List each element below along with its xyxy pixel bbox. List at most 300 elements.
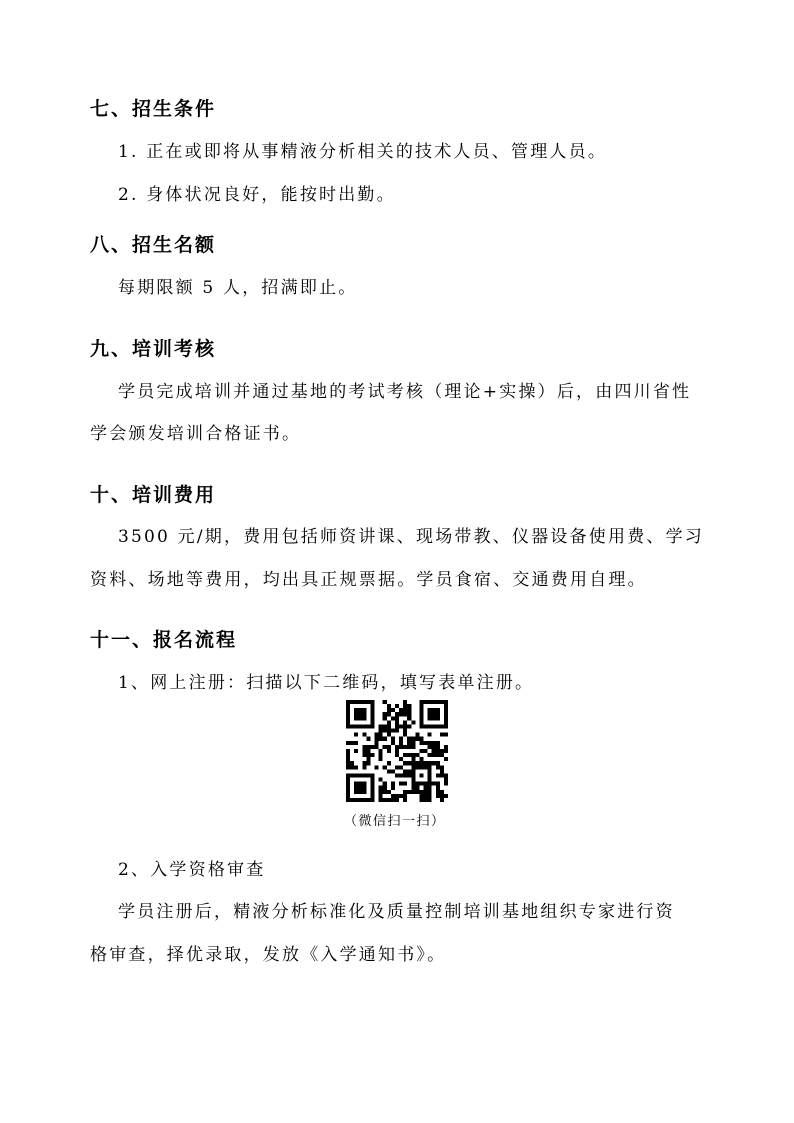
qr-module (354, 700, 358, 704)
qr-module (428, 773, 432, 777)
qr-module (346, 720, 350, 724)
requirement-item-1: 1. 正在或即将从事精液分析相关的技术人员、管理人员。 (118, 142, 608, 162)
qr-module (415, 765, 419, 769)
heading-admission-requirements: 七、招生条件 (90, 98, 217, 120)
qr-module (346, 786, 350, 790)
qr-module (346, 704, 350, 708)
qr-module (411, 765, 415, 769)
qr-module (383, 716, 387, 720)
qr-module (379, 753, 383, 757)
qr-module (428, 700, 432, 704)
qr-module (424, 724, 428, 728)
qr-module (428, 786, 432, 790)
qr-module (350, 798, 354, 802)
qr-module (375, 741, 379, 745)
qr-module (387, 769, 391, 773)
qr-module (370, 745, 374, 749)
qr-module (395, 729, 399, 733)
qr-module (370, 704, 374, 708)
qr-module (387, 729, 391, 733)
qr-module (424, 700, 428, 704)
qr-module (395, 745, 399, 749)
qr-module (346, 716, 350, 720)
qr-module (383, 700, 387, 704)
qr-module (444, 716, 448, 720)
fees-text-line-2: 资料、场地等费用，均出具正规票据。学员食宿、交通费用自理。 (90, 570, 647, 590)
qr-module (407, 790, 411, 794)
qr-module (403, 790, 407, 794)
qr-module (350, 765, 354, 769)
qr-module (428, 708, 432, 712)
qr-module (428, 782, 432, 786)
qr-module (366, 761, 370, 765)
qr-module (411, 720, 415, 724)
qr-module (370, 753, 374, 757)
qr-module (362, 765, 366, 769)
qr-module (432, 782, 436, 786)
qr-module (419, 720, 423, 724)
qr-module (403, 704, 407, 708)
qr-module (370, 778, 374, 782)
qr-module (428, 712, 432, 716)
qr-module (346, 724, 350, 728)
qr-module (428, 733, 432, 737)
qr-module (444, 794, 448, 798)
qr-module (411, 741, 415, 745)
qr-module (346, 757, 350, 761)
qr-module (370, 708, 374, 712)
qr-module (403, 761, 407, 765)
qr-module (346, 798, 350, 802)
qr-module (399, 794, 403, 798)
heading-training-assessment: 九、培训考核 (90, 338, 217, 360)
qr-module (395, 712, 399, 716)
qr-module (411, 761, 415, 765)
qr-module (354, 782, 358, 786)
qr-module (419, 757, 423, 761)
qr-module (436, 712, 440, 716)
qr-module (440, 749, 444, 753)
qr-module (366, 798, 370, 802)
qr-module (411, 773, 415, 777)
qr-module (407, 753, 411, 757)
qr-module (383, 745, 387, 749)
qr-module (399, 757, 403, 761)
qr-module (403, 745, 407, 749)
qr-module (436, 782, 440, 786)
qr-module (403, 712, 407, 716)
qr-module (440, 769, 444, 773)
qr-module (436, 790, 440, 794)
requirement-item-2: 2. 身体状况良好，能按时出勤。 (118, 185, 396, 205)
qr-module (403, 753, 407, 757)
qr-module (444, 745, 448, 749)
qr-module (346, 708, 350, 712)
qr-module (428, 716, 432, 720)
qr-module (366, 724, 370, 728)
heading-training-fees: 十、培训费用 (90, 484, 217, 506)
qr-module (391, 716, 395, 720)
qr-module (346, 773, 350, 777)
qr-module (432, 753, 436, 757)
qr-module (411, 757, 415, 761)
qr-module (379, 737, 383, 741)
qr-module (354, 786, 358, 790)
qr-module (436, 794, 440, 798)
qr-module (419, 716, 423, 720)
qr-module (399, 741, 403, 745)
qr-module (362, 708, 366, 712)
qr-module (370, 786, 374, 790)
qr-module (354, 773, 358, 777)
qr-module (407, 761, 411, 765)
qr-module (358, 716, 362, 720)
qr-module (424, 794, 428, 798)
qr-module (354, 749, 358, 753)
qr-module (411, 778, 415, 782)
qr-module (391, 708, 395, 712)
qr-module (395, 765, 399, 769)
fees-text-line-1: 3500 元/期，费用包括师资讲课、现场带教、仪器设备使用费、学习 (118, 527, 704, 547)
qr-module (379, 733, 383, 737)
qr-module (440, 724, 444, 728)
qr-module (358, 708, 362, 712)
qr-caption: （微信扫一扫） (344, 814, 446, 829)
qr-module (432, 712, 436, 716)
qr-module (358, 712, 362, 716)
qr-module (383, 724, 387, 728)
qr-module (428, 778, 432, 782)
qr-module (419, 737, 423, 741)
qr-module (375, 733, 379, 737)
qr-module (415, 761, 419, 765)
qr-module (424, 790, 428, 794)
qr-module (419, 700, 423, 704)
qr-module (366, 753, 370, 757)
qr-module (370, 712, 374, 716)
qr-module (428, 765, 432, 769)
qr-module (444, 712, 448, 716)
qr-module (424, 798, 428, 802)
heading-enrollment-quota: 八、招生名额 (90, 234, 217, 256)
qr-module (411, 790, 415, 794)
qr-module (379, 757, 383, 761)
qr-module (387, 733, 391, 737)
qr-module (428, 745, 432, 749)
qr-module (424, 786, 428, 790)
qr-module (411, 782, 415, 786)
qr-module (391, 741, 395, 745)
qr-module (419, 712, 423, 716)
qr-module (407, 741, 411, 745)
qr-module (428, 790, 432, 794)
qr-module (391, 782, 395, 786)
qr-module (444, 778, 448, 782)
qr-module (358, 724, 362, 728)
qr-module (366, 773, 370, 777)
qr-module (375, 745, 379, 749)
qr-module (419, 782, 423, 786)
qr-module (432, 700, 436, 704)
qr-module (358, 782, 362, 786)
qr-module (424, 761, 428, 765)
qr-module (370, 782, 374, 786)
qr-module (358, 700, 362, 704)
qr-module (366, 700, 370, 704)
qr-module (403, 724, 407, 728)
qr-module (407, 704, 411, 708)
qr-module (424, 782, 428, 786)
qr-module (387, 745, 391, 749)
qr-module (362, 773, 366, 777)
qr-module (362, 733, 366, 737)
qr-module (379, 798, 383, 802)
qr-module (391, 769, 395, 773)
qr-module (436, 700, 440, 704)
qr-module (444, 757, 448, 761)
qr-module (362, 716, 366, 720)
qr-module (440, 790, 444, 794)
qr-module (354, 712, 358, 716)
qr-module (391, 794, 395, 798)
qr-module (399, 712, 403, 716)
qr-module (428, 794, 432, 798)
qr-module (432, 708, 436, 712)
qr-module (399, 765, 403, 769)
quota-text: 每期限额 5 人，招满即止。 (118, 278, 358, 298)
qr-module (399, 745, 403, 749)
qr-module (379, 729, 383, 733)
qr-module (428, 798, 432, 802)
qr-module (399, 737, 403, 741)
qr-module (354, 724, 358, 728)
qr-module (354, 765, 358, 769)
qr-module (411, 753, 415, 757)
qr-module (350, 741, 354, 745)
qr-module (370, 700, 374, 704)
qr-module (424, 741, 428, 745)
qr-module (346, 761, 350, 765)
qr-module (407, 769, 411, 773)
qr-module (379, 794, 383, 798)
qr-module (403, 733, 407, 737)
qr-module (403, 794, 407, 798)
qr-module (346, 700, 350, 704)
qr-module (346, 794, 350, 798)
qr-module (387, 708, 391, 712)
qr-module (395, 749, 399, 753)
qr-module (415, 786, 419, 790)
qr-module (362, 786, 366, 790)
qr-module (436, 724, 440, 728)
qr-module (444, 708, 448, 712)
qr-module (387, 749, 391, 753)
qr-module (395, 704, 399, 708)
qr-module (350, 700, 354, 704)
qr-module (395, 798, 399, 802)
qr-module (399, 708, 403, 712)
qr-module (419, 765, 423, 769)
qr-module (395, 794, 399, 798)
qr-module (407, 712, 411, 716)
qr-module (419, 798, 423, 802)
qr-module (350, 773, 354, 777)
qr-module (383, 712, 387, 716)
assessment-text-line-1: 学员完成培训并通过基地的考试考核（理论+实操）后，由四川省性 (118, 382, 692, 402)
qr-module (432, 716, 436, 720)
qr-module (375, 737, 379, 741)
qr-module (375, 765, 379, 769)
qr-module (370, 794, 374, 798)
heading-registration-process: 十一、报名流程 (90, 629, 238, 651)
qr-module (362, 712, 366, 716)
qr-module (391, 798, 395, 802)
qr-module (354, 733, 358, 737)
qr-module (440, 700, 444, 704)
qr-module (383, 737, 387, 741)
qr-module (362, 782, 366, 786)
qr-module (362, 790, 366, 794)
qr-module (436, 708, 440, 712)
qr-module (354, 798, 358, 802)
qr-module (354, 790, 358, 794)
qr-module (354, 708, 358, 712)
qr-module (415, 737, 419, 741)
qr-module (419, 704, 423, 708)
qr-module (370, 773, 374, 777)
qr-module (383, 790, 387, 794)
qr-module (387, 761, 391, 765)
qr-module (387, 704, 391, 708)
qr-module (395, 724, 399, 728)
qr-module (436, 749, 440, 753)
qr-module (415, 753, 419, 757)
qr-module (428, 753, 432, 757)
qr-module (436, 741, 440, 745)
qr-module (407, 737, 411, 741)
qr-module (419, 749, 423, 753)
qr-module (362, 724, 366, 728)
qr-module (419, 790, 423, 794)
qr-module (403, 729, 407, 733)
qr-module (415, 733, 419, 737)
qr-module (399, 782, 403, 786)
qr-module (407, 773, 411, 777)
qr-module (415, 782, 419, 786)
qr-module (428, 769, 432, 773)
qr-module (444, 700, 448, 704)
qr-module (403, 700, 407, 704)
qr-module (346, 749, 350, 753)
qr-module (379, 790, 383, 794)
qr-module (391, 786, 395, 790)
wechat-qr-code[interactable] (346, 700, 448, 802)
qr-module (346, 753, 350, 757)
qr-module (419, 708, 423, 712)
qr-module (440, 773, 444, 777)
assessment-text-line-2: 学会颁发培训合格证书。 (90, 424, 302, 444)
qr-module (411, 737, 415, 741)
qr-module (379, 786, 383, 790)
qr-module (419, 741, 423, 745)
qr-module (346, 741, 350, 745)
qr-module (403, 782, 407, 786)
qr-module (387, 724, 391, 728)
qr-module (395, 753, 399, 757)
qr-module (440, 794, 444, 798)
qr-module (403, 720, 407, 724)
qr-module (440, 753, 444, 757)
qr-module (391, 729, 395, 733)
qr-module (432, 741, 436, 745)
qr-module (411, 745, 415, 749)
qr-module (366, 757, 370, 761)
qr-module (440, 765, 444, 769)
qr-module (428, 724, 432, 728)
qr-module (399, 773, 403, 777)
registration-step-1: 1、网上注册：扫描以下二维码，填写表单注册。 (118, 673, 535, 693)
qr-module (403, 798, 407, 802)
qualification-review-line-2: 格审查，择优录取，发放《入学通知书》。 (90, 945, 447, 965)
qr-module (407, 724, 411, 728)
qr-module (436, 716, 440, 720)
qr-module (370, 716, 374, 720)
qr-module (432, 749, 436, 753)
qr-module (395, 720, 399, 724)
qr-module (395, 716, 399, 720)
qr-module (419, 773, 423, 777)
qr-module (403, 708, 407, 712)
qr-module (362, 745, 366, 749)
qr-module (432, 724, 436, 728)
qr-module (436, 773, 440, 777)
qr-module (444, 704, 448, 708)
qr-module (444, 782, 448, 786)
qr-module (362, 761, 366, 765)
qr-module (362, 749, 366, 753)
qr-module (362, 753, 366, 757)
qr-module (370, 790, 374, 794)
qr-module (370, 724, 374, 728)
qr-module (383, 786, 387, 790)
qualification-review-line-1: 学员注册后，精液分析标准化及质量控制培训基地组织专家进行资 (118, 902, 675, 922)
qr-module (379, 724, 383, 728)
qr-module (436, 786, 440, 790)
qr-module (379, 778, 383, 782)
qr-module (419, 724, 423, 728)
qr-module (444, 720, 448, 724)
qr-module (399, 724, 403, 728)
qr-module (407, 716, 411, 720)
qr-module (346, 782, 350, 786)
qr-module (432, 761, 436, 765)
qr-module (383, 782, 387, 786)
qr-module (387, 720, 391, 724)
qr-module (346, 778, 350, 782)
qr-module (354, 741, 358, 745)
qr-module (350, 724, 354, 728)
qr-module (428, 741, 432, 745)
qr-module (350, 761, 354, 765)
qr-module (440, 733, 444, 737)
qr-module (432, 745, 436, 749)
qr-module (366, 737, 370, 741)
qr-module (383, 798, 387, 802)
qr-module (362, 798, 366, 802)
qr-module (395, 773, 399, 777)
qr-module (403, 769, 407, 773)
qr-module (387, 712, 391, 716)
